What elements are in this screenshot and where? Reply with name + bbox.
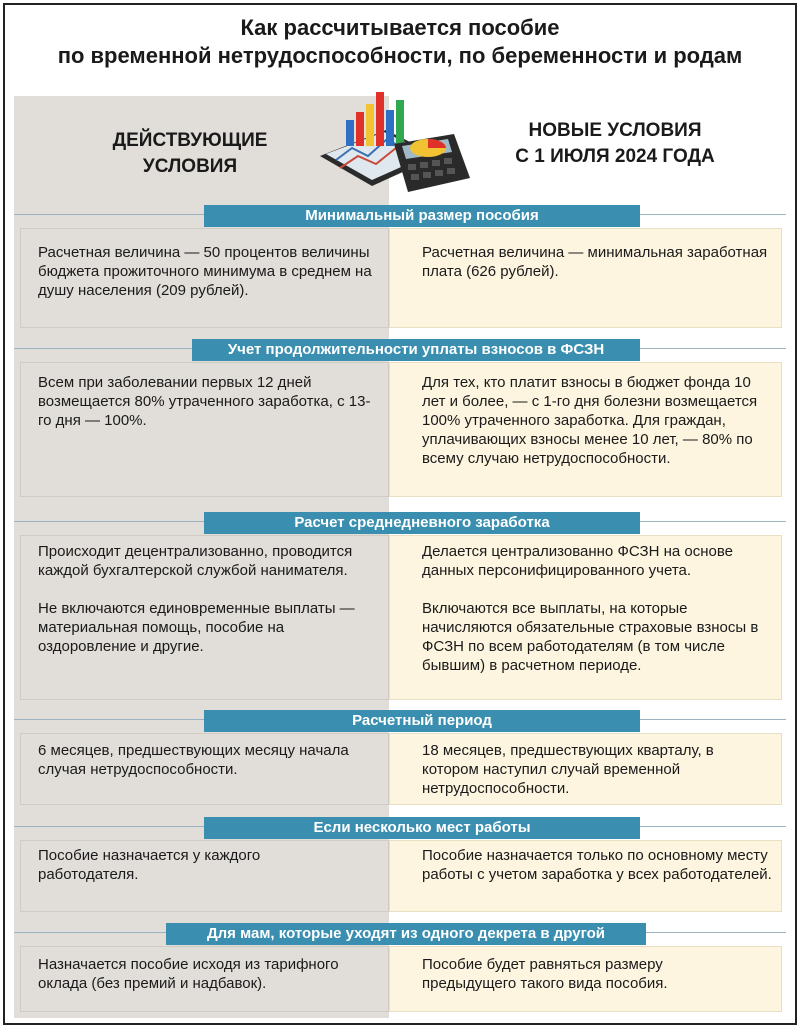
new-paragraph: Пособие будет равняться размеру предыдущего такого вида пособия. [422,956,668,992]
section-new-text [422,243,777,281]
section-current-text [38,846,308,884]
calculator-charts-icon [316,82,476,200]
new-paragraph: Делается централизованно ФСЗН на основе данных персонифицированного учета. [422,543,733,579]
title-line-2: по временной нетрудоспособности, по беременности и родам [57,43,743,68]
section-current-text [38,542,383,656]
new-heading-line-2: С 1 ИЮЛЯ 2024 ГОДА [515,146,715,167]
current-paragraph: Происходит децентрализованно, проводится каждой бухгалтерской службой нанимателя. [38,543,353,579]
current-paragraph: 6 месяцев, предшествующих месяцу начала случая нетрудоспособности. [38,742,349,778]
new-paragraph: Расчетная величина — минимальная заработная плата (626 рублей). [422,244,768,280]
section-label-avg-daily-earnings: Расчет среднедневного заработка [204,512,640,534]
section-current-text [38,243,383,300]
new-paragraph: 18 месяцев, предшествующих кварталу, в котором наступил случай временной нетрудоспособности. [422,742,714,797]
page-title [0,14,800,70]
current-paragraph: Всем при заболевании первых 12 дней возмещается 80% утраченного заработка, с 13-го дня — 100%. [38,374,371,429]
new-paragraph: Пособие назначается только по основному месту работы с учетом заработка у всех работодателей. [422,847,772,883]
section-label-contribution-duration: Учет продолжительности уплаты взносов в ФСЗН [192,339,640,361]
current-heading-line-2: УСЛОВИЯ [142,156,238,177]
current-paragraph: Не включаются единовременные выплаты — материальная помощь, пособие на оздоровление и другие. [38,600,355,655]
section-label-calc-period: Расчетный период [204,710,640,732]
section-current-text [38,373,383,430]
current-conditions-heading [60,128,320,180]
section-new-text [422,955,752,993]
section-label-min-benefit: Минимальный размер пособия [204,205,640,227]
section-label-multiple-jobs: Если несколько мест работы [204,817,640,839]
new-paragraph: Для тех, кто платит взносы в бюджет фонда 10 лет и более, — с 1-го дня болезни возмещается 100% утраченного заработка. Для граждан, уплачивающих взносы менее 10 лет, — 80% по всему случаю нетрудоспособности. [422,374,758,467]
new-conditions-heading [470,118,760,170]
current-paragraph: Назначается пособие исходя из тарифного оклада (без премий и надбавок). [38,956,339,992]
current-heading-line-1: ДЕЙСТВУЮЩИЕ [112,130,268,151]
section-new-text [422,741,752,798]
current-paragraph: Пособие назначается у каждого работодателя. [38,847,261,883]
section-label-moms-maternity: Для мам, которые уходят из одного декрета в другой [166,923,646,945]
section-new-text [422,846,782,884]
title-line-1: Как рассчитывается пособие [240,15,560,40]
section-new-text [422,542,777,675]
section-current-text [38,955,383,993]
new-paragraph: Включаются все выплаты, на которые начисляются обязательные страховые взносы в ФСЗН по всем работодателям (в том числе бывшим) в расчетном периоде. [422,600,759,674]
new-heading-line-1: НОВЫЕ УСЛОВИЯ [528,120,702,141]
current-paragraph: Расчетная величина — 50 процентов величины бюджета прожиточного минимума в среднем на душу населения (209 рублей). [38,244,372,299]
section-current-text [38,741,373,779]
section-new-text [422,373,777,468]
